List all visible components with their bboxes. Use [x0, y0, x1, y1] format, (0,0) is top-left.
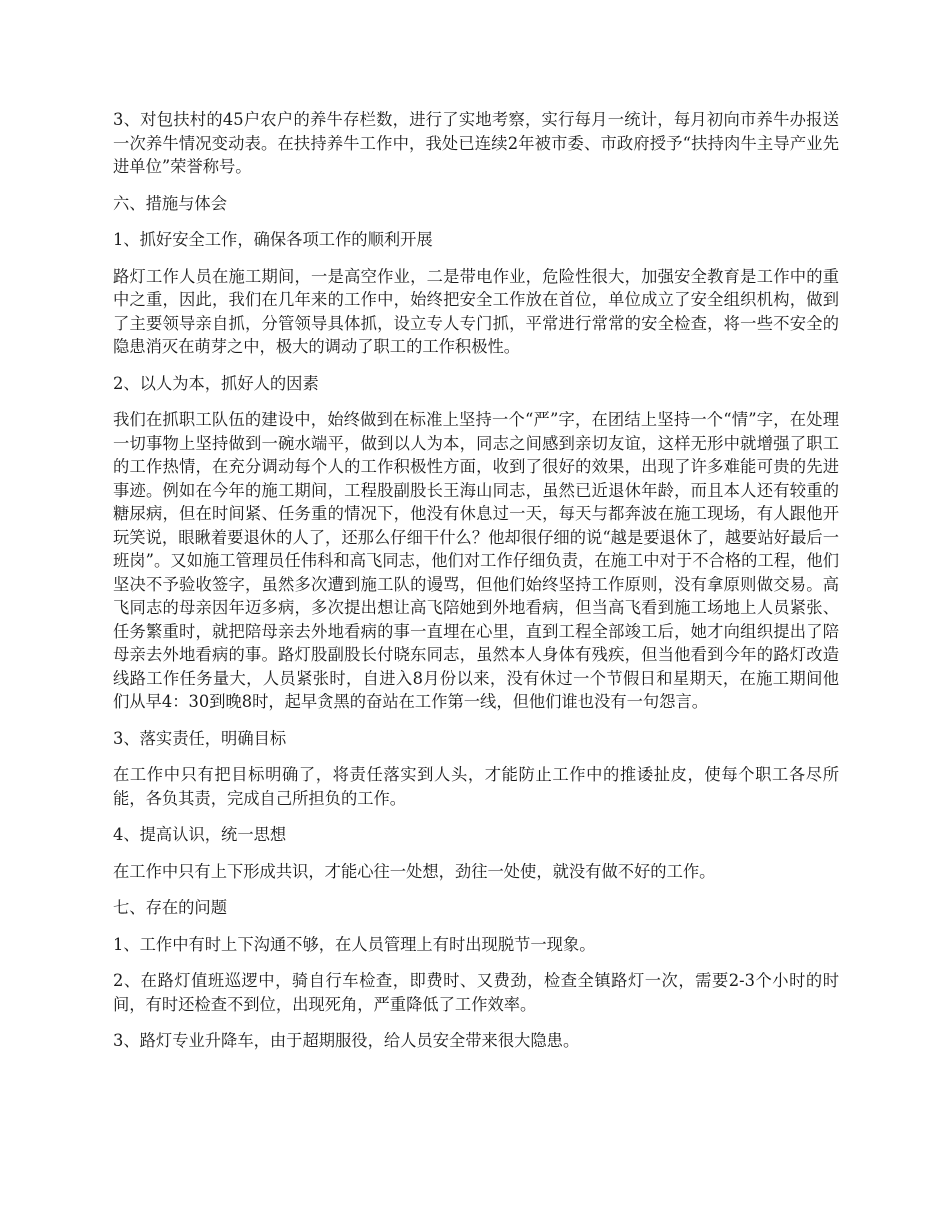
section-heading-problems: 七、存在的问题	[113, 898, 227, 917]
paragraph-awareness: 在工作中只有上下形成共识，才能心往一处想，劲往一处使，就没有做不好的工作。	[113, 861, 716, 881]
paragraph-responsibility: 在工作中只有把目标明确了，将责任落实到人头，才能防止工作中的推诿扯皮，使每个职工各尽所能，各负其责，完成自己所担负的工作。	[113, 765, 839, 808]
problem-item-communication: 1、工作中有时上下沟通不够，在人员管理上有时出现脱节一现象。	[113, 934, 596, 954]
subheading-safety-work: 1、抓好安全工作，确保各项工作的顺利开展	[113, 230, 433, 249]
paragraph-people-oriented: 我们在抓职工队伍的建设中，始终做到在标准上坚持一个“严”字，在团结上坚持一个“情”字，在处理一切事物上坚持做到一碗水端平，做到以人为本，同志之间感到亲切友谊，这样无形中就增强了职工的工作热情，在充分调动每个人的工作积极性方面，收到了很好的效果，出现了许多难能可贵的先进事迹。例如在今年的施工期间，工程股副股长王海山同志，虽然已近退休年龄，而且本人还有较重的糖尿病，但在时间紧、任务重的情况下，他没有休息过一天，每天与都奔波在施工现场，有人跟他开玩笑说，眼瞅着要退休的人了，还那么仔细干什么？他却很仔细的说“越是要退休了，越要站好最后一班岗”。又如施工管理员任伟科和高飞同志，他们对工作仔细负责，在施工中对于不合格的工程，他们坚决不予验收签字，虽然多次遭到施工队的谩骂，但他们始终坚持工作原则，没有拿原则做交易。高飞同志的母亲因年迈多病，多次提出想让高飞陪她到外地看病，但当高飞看到施工场地上人员紧张、任务繁重时，就把陪母亲去外地看病的事一直埋在心里，直到工程全部竣工后，她才向组织提出了陪母亲去外地看病的事。路灯股副股长付晓东同志，虽然本人身体有残疾，但当他看到今年的路灯改造线路工作任务量大，人员紧张时，自进入8月份以来，没有休过一个节假日和星期天，在施工期间他们从早4：30到晚8时，起早贪黑的奋站在工作第一线，但他们谁也没有一句怨言。	[113, 410, 839, 711]
problem-item-patrol: 2、在路灯值班巡逻中，骑自行车检查，即费时、又费劲，检查全镇路灯一次，需要2-3个小时的时间，有时还检查不到位，出现死角，严重降低了工作效率。	[113, 971, 839, 1014]
subheading-awareness: 4、提高认识，统一思想	[113, 825, 287, 844]
section-heading-measures: 六、措施与体会	[113, 193, 227, 213]
subheading-responsibility: 3、落实责任，明确目标	[113, 728, 287, 748]
paragraph-safety-work: 路灯工作人员在施工期间，一是高空作业，二是带电作业，危险性很大，加强安全教育是工作中的重中之重，因此，我们在几年来的工作中，始终把安全工作放在首位，单位成立了安全组织机构，做到了主要领导亲自抓，分管领导具体抓，设立专人专门抓，平常进行常常的安全检查，将一些不安全的隐患消灭在萌芽之中，极大的调动了职工的工作积极性。	[113, 266, 839, 356]
document-body	[113, 108, 839, 1066]
subheading-people-oriented: 2、以人为本，抓好人的因素	[113, 373, 319, 393]
problem-item-lift-truck: 3、路灯专业升降车，由于超期服役，给人员安全带来很大隐患。	[113, 1031, 580, 1050]
paragraph-cattle-inspection: 3、对包扶村的45户农户的养牛存栏数，进行了实地考察，实行每月一统计，每月初向市养牛办报送一次养牛情况变动表。在扶持养牛工作中，我处已连续2年被市委、市政府授予“扶持肉牛主导产业先进单位”荣誉称号。	[113, 110, 839, 176]
